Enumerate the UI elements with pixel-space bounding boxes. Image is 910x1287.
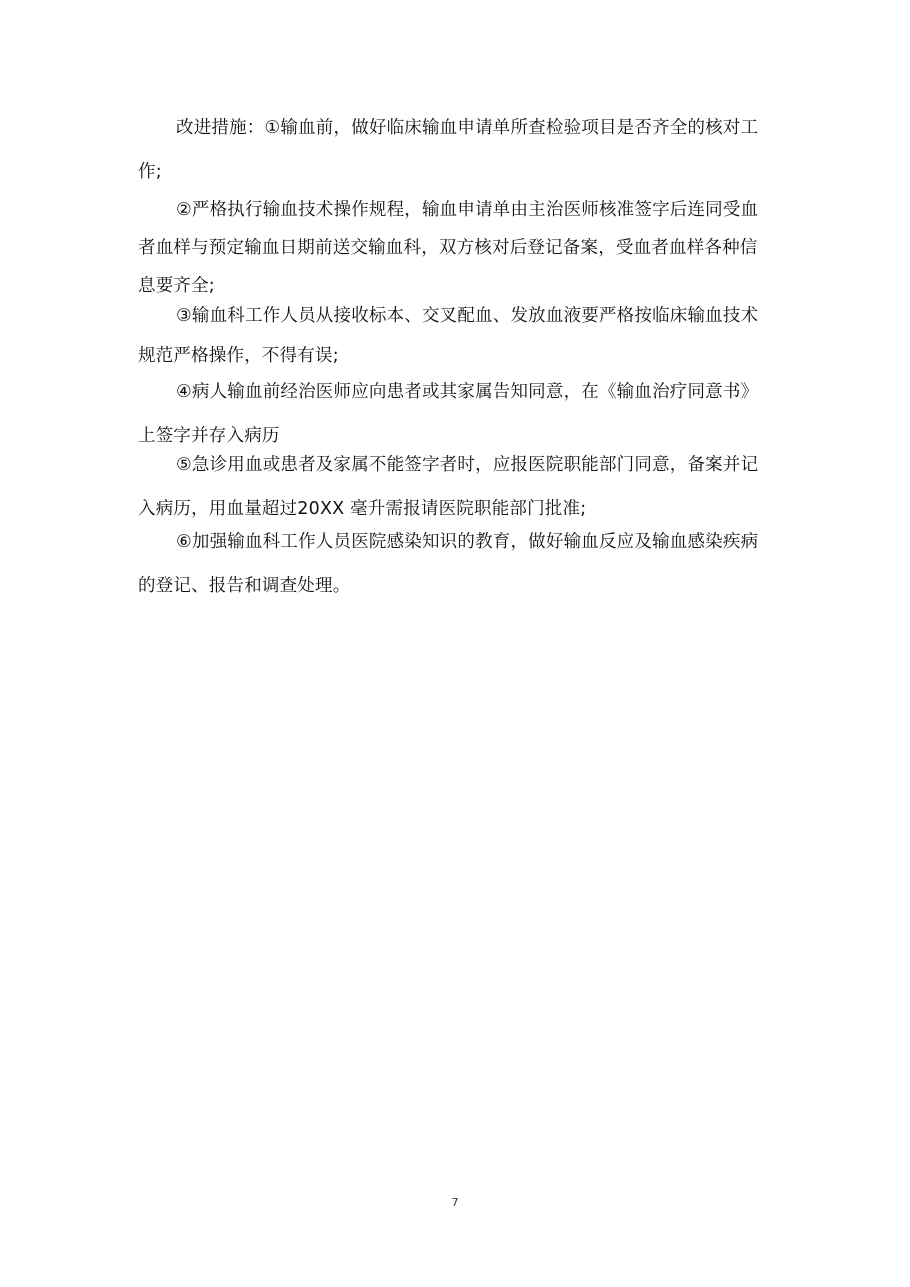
paragraph-line: 作;	[138, 162, 162, 182]
paragraph-line: 入病历，用血量超过20XX 毫升需报请医院职能部门批准;	[138, 499, 587, 519]
paragraph-line: ②严格执行输血技术操作规程，输血申请单由主治医师核准签字后连同受血	[176, 200, 759, 220]
paragraph-line: ⑥加强输血科工作人员医院感染知识的教育，做好输血反应及输血感染疾病	[176, 532, 759, 552]
paragraph-line: 上签字并存入病历	[138, 426, 280, 446]
paragraph-line: 规范严格操作，不得有误;	[138, 346, 339, 366]
page-number: 7	[451, 1196, 459, 1209]
paragraph-line: 者血样与预定输血日期前送交输血科，双方核对后登记备案，受血者血样各种信	[138, 238, 758, 258]
paragraph-line: 息要齐全;	[138, 276, 215, 296]
paragraph-line: 改进措施：①输血前，做好临床输血申请单所查检验项目是否齐全的核对工	[176, 118, 759, 138]
paragraph-line: 的登记、报告和调查处理。	[138, 576, 351, 596]
paragraph-line: ⑤急诊用血或患者及家属不能签字者时，应报医院职能部门同意，备案并记	[176, 455, 759, 475]
paragraph-line: ④病人输血前经治医师应向患者或其家属告知同意，在《输血治疗同意书》	[176, 382, 759, 402]
paragraph-line: ③输血科工作人员从接收标本、交叉配血、发放血液要严格按临床输血技术	[176, 306, 759, 326]
